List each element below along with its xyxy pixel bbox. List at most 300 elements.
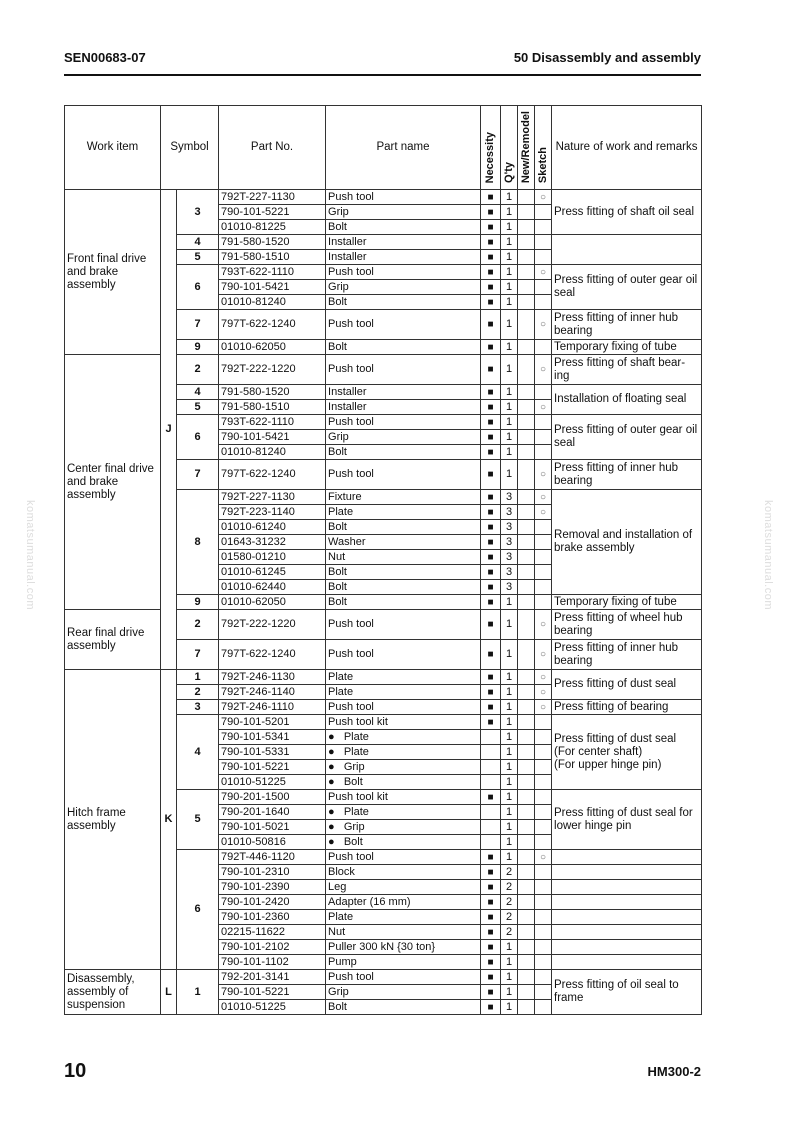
part-name: Plate xyxy=(326,685,481,700)
sketch-mark xyxy=(535,715,552,730)
necessity-mark: ■ xyxy=(481,880,501,895)
symbol-number: 2 xyxy=(177,355,219,385)
necessity-mark: ■ xyxy=(481,295,501,310)
symbol-group: L xyxy=(161,970,177,1015)
part-name: ● Plate xyxy=(326,805,481,820)
sketch-mark: ○ xyxy=(535,700,552,715)
quantity: 1 xyxy=(501,235,518,250)
part-name: Push tool xyxy=(326,970,481,985)
remarks: Press fitting of dust seal xyxy=(552,670,702,700)
part-name: Bolt xyxy=(326,1000,481,1015)
table-body xyxy=(65,190,702,1015)
sketch-mark xyxy=(535,340,552,355)
work-item: Front final drive and brake assembly xyxy=(65,190,161,355)
symbol-number: 4 xyxy=(177,715,219,790)
table-row xyxy=(65,970,702,985)
part-no: 01010-61240 xyxy=(219,520,326,535)
new-remodel xyxy=(518,670,535,685)
necessity-mark: ■ xyxy=(481,895,501,910)
quantity: 1 xyxy=(501,760,518,775)
remarks: Press fitting of shaft oil seal xyxy=(552,190,702,235)
part-name: Push tool xyxy=(326,700,481,715)
quantity: 3 xyxy=(501,565,518,580)
remarks xyxy=(552,895,702,910)
remarks xyxy=(552,940,702,955)
sketch-mark xyxy=(535,955,552,970)
part-name: ● Bolt xyxy=(326,835,481,850)
remarks xyxy=(552,955,702,970)
part-name: Push tool xyxy=(326,265,481,280)
part-no: 792T-246-1130 xyxy=(219,670,326,685)
quantity: 1 xyxy=(501,280,518,295)
sketch-mark xyxy=(535,415,552,430)
remarks xyxy=(552,925,702,940)
quantity: 1 xyxy=(501,745,518,760)
part-no: 790-101-2420 xyxy=(219,895,326,910)
quantity: 1 xyxy=(501,415,518,430)
quantity: 1 xyxy=(501,295,518,310)
part-name: Push tool kit xyxy=(326,790,481,805)
sketch-mark xyxy=(535,1000,552,1015)
part-no: 01010-81240 xyxy=(219,445,326,460)
symbol-number: 4 xyxy=(177,385,219,400)
sketch-mark xyxy=(535,805,552,820)
part-no: 792T-446-1120 xyxy=(219,850,326,865)
new-remodel xyxy=(518,355,535,385)
quantity: 1 xyxy=(501,430,518,445)
quantity: 1 xyxy=(501,790,518,805)
part-no: 790-101-5221 xyxy=(219,760,326,775)
quantity: 1 xyxy=(501,730,518,745)
quantity: 1 xyxy=(501,970,518,985)
new-remodel xyxy=(518,760,535,775)
necessity-mark xyxy=(481,820,501,835)
quantity: 3 xyxy=(501,490,518,505)
remarks: Press fitting of inner hub bearing xyxy=(552,460,702,490)
necessity-mark: ■ xyxy=(481,220,501,235)
part-no: 791-580-1520 xyxy=(219,385,326,400)
necessity-mark: ■ xyxy=(481,985,501,1000)
quantity: 2 xyxy=(501,880,518,895)
symbol-number: 3 xyxy=(177,190,219,235)
new-remodel xyxy=(518,445,535,460)
remarks: Installation of floating seal xyxy=(552,385,702,415)
col-qty: Q'ty xyxy=(501,106,518,190)
sketch-mark xyxy=(535,820,552,835)
remarks: Press fitting of dust seal (For center shaft) (For upper hinge pin) xyxy=(552,715,702,790)
quantity: 3 xyxy=(501,535,518,550)
necessity-mark: ■ xyxy=(481,610,501,640)
new-remodel xyxy=(518,910,535,925)
new-remodel xyxy=(518,685,535,700)
sketch-mark xyxy=(535,430,552,445)
necessity-mark: ■ xyxy=(481,565,501,580)
sketch-mark: ○ xyxy=(535,490,552,505)
sketch-mark xyxy=(535,970,552,985)
part-name: Plate xyxy=(326,670,481,685)
necessity-mark: ■ xyxy=(481,535,501,550)
new-remodel xyxy=(518,895,535,910)
part-no: 791-580-1510 xyxy=(219,250,326,265)
sketch-mark: ○ xyxy=(535,685,552,700)
symbol-number: 2 xyxy=(177,685,219,700)
col-work-item: Work item xyxy=(65,106,161,190)
necessity-mark xyxy=(481,730,501,745)
part-no: 790-101-2360 xyxy=(219,910,326,925)
part-no: 01010-62440 xyxy=(219,580,326,595)
necessity-mark: ■ xyxy=(481,715,501,730)
remarks xyxy=(552,910,702,925)
sketch-mark: ○ xyxy=(535,850,552,865)
part-name: Push tool xyxy=(326,610,481,640)
quantity: 1 xyxy=(501,250,518,265)
symbol-number: 5 xyxy=(177,790,219,850)
symbol-number: 6 xyxy=(177,850,219,970)
new-remodel xyxy=(518,340,535,355)
symbol-number: 2 xyxy=(177,610,219,640)
symbol-number: 3 xyxy=(177,700,219,715)
new-remodel xyxy=(518,460,535,490)
symbol-number: 9 xyxy=(177,340,219,355)
part-name: Push tool xyxy=(326,460,481,490)
new-remodel xyxy=(518,250,535,265)
symbol-number: 1 xyxy=(177,970,219,1015)
part-name: Push tool xyxy=(326,190,481,205)
symbol-number: 5 xyxy=(177,250,219,265)
necessity-mark: ■ xyxy=(481,415,501,430)
part-no: 790-101-2390 xyxy=(219,880,326,895)
part-name: Push tool xyxy=(326,640,481,670)
new-remodel xyxy=(518,805,535,820)
page-header xyxy=(64,50,701,72)
new-remodel xyxy=(518,265,535,280)
remarks: Press fitting of shaft bear-ing xyxy=(552,355,702,385)
part-name: ● Grip xyxy=(326,760,481,775)
part-name: ● Grip xyxy=(326,820,481,835)
quantity: 1 xyxy=(501,595,518,610)
part-name: ● Bolt xyxy=(326,775,481,790)
col-part-no: Part No. xyxy=(219,106,326,190)
remarks: Press fitting of wheel hub bearing xyxy=(552,610,702,640)
col-necessity: Necessity xyxy=(481,106,501,190)
quantity: 1 xyxy=(501,685,518,700)
tools-table xyxy=(64,105,702,1015)
part-no: 792-201-3141 xyxy=(219,970,326,985)
necessity-mark: ■ xyxy=(481,670,501,685)
part-no: 01010-81240 xyxy=(219,295,326,310)
part-name: Bolt xyxy=(326,520,481,535)
col-sketch: Sketch xyxy=(535,106,552,190)
part-name: Bolt xyxy=(326,295,481,310)
necessity-mark: ■ xyxy=(481,460,501,490)
new-remodel xyxy=(518,415,535,430)
necessity-mark: ■ xyxy=(481,265,501,280)
part-name: Grip xyxy=(326,985,481,1000)
quantity: 1 xyxy=(501,805,518,820)
part-no: 01010-62050 xyxy=(219,595,326,610)
quantity: 1 xyxy=(501,850,518,865)
new-remodel xyxy=(518,775,535,790)
part-name: Installer xyxy=(326,250,481,265)
symbol-number: 7 xyxy=(177,460,219,490)
page-number: 10 xyxy=(64,1060,87,1082)
necessity-mark: ■ xyxy=(481,340,501,355)
sketch-mark: ○ xyxy=(535,610,552,640)
new-remodel xyxy=(518,940,535,955)
quantity: 2 xyxy=(501,865,518,880)
new-remodel xyxy=(518,745,535,760)
remarks: Press fitting of bearing xyxy=(552,700,702,715)
symbol-number: 6 xyxy=(177,265,219,310)
part-no: 793T-622-1110 xyxy=(219,265,326,280)
necessity-mark xyxy=(481,760,501,775)
necessity-mark: ■ xyxy=(481,685,501,700)
quantity: 1 xyxy=(501,940,518,955)
necessity-mark: ■ xyxy=(481,310,501,340)
symbol-number: 6 xyxy=(177,415,219,460)
quantity: 1 xyxy=(501,700,518,715)
new-remodel xyxy=(518,295,535,310)
part-no: 01010-50816 xyxy=(219,835,326,850)
symbol-number: 5 xyxy=(177,400,219,415)
work-item: Hitch frame assembly xyxy=(65,670,161,970)
part-name: Bolt xyxy=(326,220,481,235)
part-name: Push tool xyxy=(326,415,481,430)
part-no: 790-101-2102 xyxy=(219,940,326,955)
part-name: Bolt xyxy=(326,595,481,610)
part-no: 01010-62050 xyxy=(219,340,326,355)
sketch-mark xyxy=(535,595,552,610)
part-no: 790-101-5421 xyxy=(219,430,326,445)
watermark-left: komatsumanual.com xyxy=(24,500,36,610)
quantity: 1 xyxy=(501,775,518,790)
sketch-mark xyxy=(535,985,552,1000)
part-name: Adapter (16 mm) xyxy=(326,895,481,910)
part-no: 791-580-1510 xyxy=(219,400,326,415)
quantity: 1 xyxy=(501,820,518,835)
part-no: 790-101-5201 xyxy=(219,715,326,730)
part-name: Washer xyxy=(326,535,481,550)
part-name: Plate xyxy=(326,505,481,520)
sketch-mark xyxy=(535,865,552,880)
table-row xyxy=(65,670,702,685)
part-no: 797T-622-1240 xyxy=(219,460,326,490)
remarks: Press fitting of inner hub bearing xyxy=(552,640,702,670)
sketch-mark xyxy=(535,445,552,460)
new-remodel xyxy=(518,490,535,505)
part-name: Bolt xyxy=(326,340,481,355)
necessity-mark: ■ xyxy=(481,445,501,460)
part-name: Installer xyxy=(326,385,481,400)
symbol-number: 8 xyxy=(177,490,219,595)
part-no: 792T-246-1110 xyxy=(219,700,326,715)
new-remodel xyxy=(518,385,535,400)
part-no: 792T-246-1140 xyxy=(219,685,326,700)
table-row xyxy=(65,355,702,385)
part-name: Nut xyxy=(326,925,481,940)
part-name: Puller 300 kN {30 ton} xyxy=(326,940,481,955)
sketch-mark xyxy=(535,250,552,265)
part-name: Push tool kit xyxy=(326,715,481,730)
necessity-mark: ■ xyxy=(481,520,501,535)
sketch-mark xyxy=(535,910,552,925)
sketch-mark xyxy=(535,580,552,595)
part-name: Fixture xyxy=(326,490,481,505)
symbol-number: 9 xyxy=(177,595,219,610)
necessity-mark xyxy=(481,805,501,820)
part-no: 02215-11622 xyxy=(219,925,326,940)
sketch-mark: ○ xyxy=(535,670,552,685)
part-name: Block xyxy=(326,865,481,880)
sketch-mark: ○ xyxy=(535,400,552,415)
sketch-mark: ○ xyxy=(535,310,552,340)
part-name: Nut xyxy=(326,550,481,565)
new-remodel xyxy=(518,970,535,985)
quantity: 1 xyxy=(501,445,518,460)
necessity-mark: ■ xyxy=(481,925,501,940)
sketch-mark xyxy=(535,730,552,745)
part-no: 790-101-5341 xyxy=(219,730,326,745)
necessity-mark: ■ xyxy=(481,940,501,955)
new-remodel xyxy=(518,595,535,610)
sketch-mark xyxy=(535,280,552,295)
part-no: 790-101-5221 xyxy=(219,205,326,220)
necessity-mark: ■ xyxy=(481,910,501,925)
sketch-mark: ○ xyxy=(535,640,552,670)
necessity-mark: ■ xyxy=(481,250,501,265)
sketch-mark: ○ xyxy=(535,265,552,280)
sketch-mark xyxy=(535,565,552,580)
new-remodel xyxy=(518,280,535,295)
part-no: 793T-622-1110 xyxy=(219,415,326,430)
sketch-mark xyxy=(535,385,552,400)
part-name: Push tool xyxy=(326,355,481,385)
new-remodel xyxy=(518,835,535,850)
part-no: 792T-222-1220 xyxy=(219,355,326,385)
part-no: 790-201-1500 xyxy=(219,790,326,805)
quantity: 1 xyxy=(501,985,518,1000)
remarks xyxy=(552,235,702,265)
header-rule xyxy=(64,74,701,76)
quantity: 1 xyxy=(501,220,518,235)
necessity-mark: ■ xyxy=(481,385,501,400)
symbol-number: 4 xyxy=(177,235,219,250)
part-name: Grip xyxy=(326,430,481,445)
part-no: 790-101-5021 xyxy=(219,820,326,835)
quantity: 3 xyxy=(501,550,518,565)
part-no: 797T-622-1240 xyxy=(219,640,326,670)
new-remodel xyxy=(518,610,535,640)
quantity: 1 xyxy=(501,340,518,355)
part-no: 792T-223-1140 xyxy=(219,505,326,520)
quantity: 3 xyxy=(501,505,518,520)
new-remodel xyxy=(518,535,535,550)
doc-code: SEN00683-07 xyxy=(64,50,146,65)
sketch-mark: ○ xyxy=(535,505,552,520)
part-name: Bolt xyxy=(326,565,481,580)
watermark-right: komatsumanual.com xyxy=(762,500,774,610)
part-name: Leg xyxy=(326,880,481,895)
remarks: Temporary fixing of tube xyxy=(552,340,702,355)
part-name: Bolt xyxy=(326,445,481,460)
work-item: Rear final drive assembly xyxy=(65,610,161,670)
remarks: Temporary fixing of tube xyxy=(552,595,702,610)
work-item: Disassembly, assembly of suspension xyxy=(65,970,161,1015)
new-remodel xyxy=(518,310,535,340)
part-name: ● Plate xyxy=(326,745,481,760)
section-title: 50 Disassembly and assembly xyxy=(513,50,701,65)
new-remodel xyxy=(518,550,535,565)
sketch-mark xyxy=(535,790,552,805)
new-remodel xyxy=(518,820,535,835)
quantity: 1 xyxy=(501,310,518,340)
work-item: Center final drive and brake assembly xyxy=(65,355,161,610)
remarks: Press fitting of outer gear oil seal xyxy=(552,415,702,460)
new-remodel xyxy=(518,505,535,520)
quantity: 1 xyxy=(501,205,518,220)
part-no: 790-101-5331 xyxy=(219,745,326,760)
sketch-mark xyxy=(535,520,552,535)
quantity: 1 xyxy=(501,190,518,205)
sketch-mark: ○ xyxy=(535,460,552,490)
symbol-number: 7 xyxy=(177,310,219,340)
necessity-mark: ■ xyxy=(481,850,501,865)
new-remodel xyxy=(518,430,535,445)
quantity: 2 xyxy=(501,910,518,925)
quantity: 1 xyxy=(501,385,518,400)
sketch-mark xyxy=(535,940,552,955)
sketch-mark xyxy=(535,760,552,775)
new-remodel xyxy=(518,985,535,1000)
new-remodel xyxy=(518,850,535,865)
sketch-mark xyxy=(535,220,552,235)
part-no: 01010-61245 xyxy=(219,565,326,580)
necessity-mark: ■ xyxy=(481,190,501,205)
table-row xyxy=(65,190,702,205)
new-remodel xyxy=(518,700,535,715)
quantity: 3 xyxy=(501,580,518,595)
quantity: 1 xyxy=(501,835,518,850)
part-name: Installer xyxy=(326,400,481,415)
sketch-mark xyxy=(535,235,552,250)
new-remodel xyxy=(518,580,535,595)
part-no: 01643-31232 xyxy=(219,535,326,550)
sketch-mark xyxy=(535,550,552,565)
col-part-name: Part name xyxy=(326,106,481,190)
necessity-mark: ■ xyxy=(481,490,501,505)
part-name: Installer xyxy=(326,235,481,250)
necessity-mark: ■ xyxy=(481,505,501,520)
sketch-mark xyxy=(535,835,552,850)
necessity-mark: ■ xyxy=(481,1000,501,1015)
part-no: 792T-227-1130 xyxy=(219,190,326,205)
new-remodel xyxy=(518,880,535,895)
part-name: Push tool xyxy=(326,850,481,865)
sketch-mark xyxy=(535,535,552,550)
part-name: Grip xyxy=(326,280,481,295)
new-remodel xyxy=(518,790,535,805)
part-name: ● Plate xyxy=(326,730,481,745)
sketch-mark: ○ xyxy=(535,190,552,205)
quantity: 1 xyxy=(501,610,518,640)
quantity: 1 xyxy=(501,670,518,685)
necessity-mark: ■ xyxy=(481,205,501,220)
sketch-mark xyxy=(535,775,552,790)
remarks: Removal and installation of brake assembly xyxy=(552,490,702,595)
new-remodel xyxy=(518,205,535,220)
col-new-remodel: New/Remodel xyxy=(518,106,535,190)
necessity-mark: ■ xyxy=(481,550,501,565)
